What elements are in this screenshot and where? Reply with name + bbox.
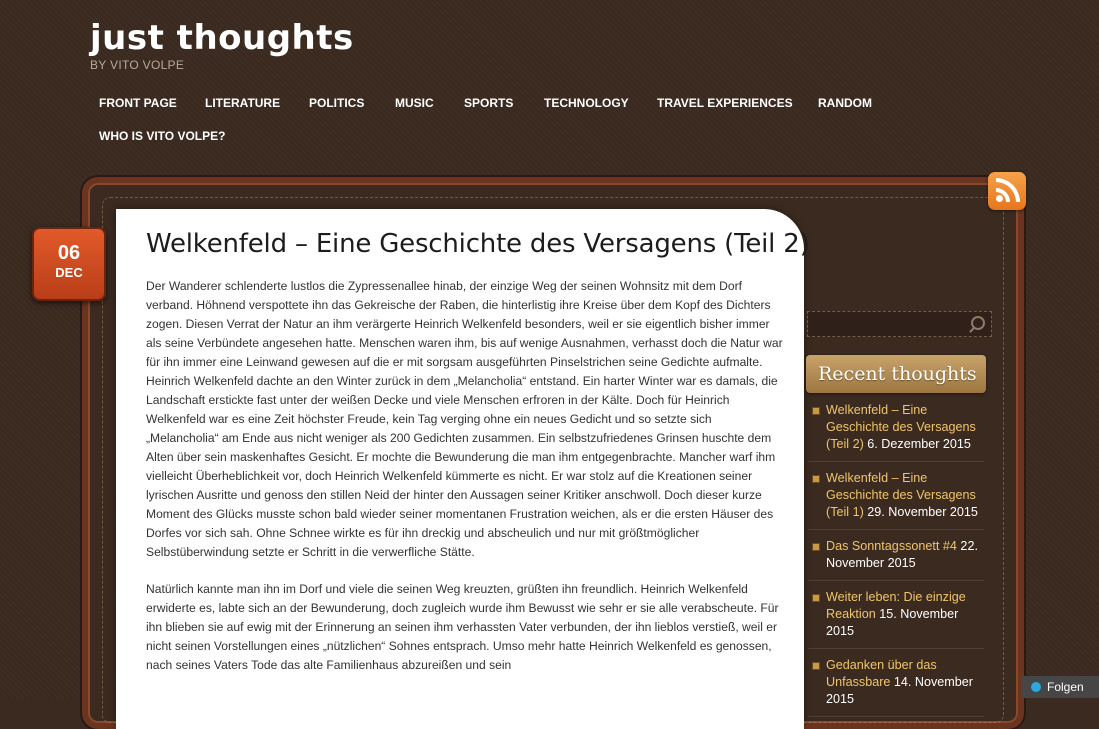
list-item [808, 402, 984, 462]
nav-item-sports[interactable]: SPORTS [464, 96, 514, 110]
bullet-icon [812, 662, 820, 670]
list-item [808, 657, 984, 717]
site-title[interactable]: just thoughts [90, 18, 354, 58]
recent-post-link[interactable]: Welkenfeld – Eine Geschichte des Versagens (Teil 2) [826, 403, 976, 451]
search-input[interactable] [808, 312, 964, 336]
list-item [808, 589, 984, 649]
nav-item-travel-experiences[interactable]: TRAVEL EXPERIENCES [657, 96, 793, 110]
nav-item-literature[interactable]: LITERATURE [205, 96, 281, 110]
recent-post-date: 22. November 2015 [826, 539, 978, 570]
nav-item-random[interactable]: RANDOM [818, 96, 872, 110]
search-box [807, 311, 992, 337]
recent-thoughts-title: Recent thoughts [806, 355, 986, 393]
post-body [146, 277, 786, 693]
post-title[interactable]: Welkenfeld – Eine Geschichte des Versagens (Teil 2) [146, 229, 810, 259]
follow-label: Folgen [1047, 680, 1084, 694]
site-subtitle: BY VITO VOLPE [90, 58, 185, 72]
recent-thoughts-list [808, 402, 984, 725]
post-date-badge [32, 227, 106, 301]
post-content [116, 209, 810, 729]
post-date-month: DEC [55, 265, 83, 280]
list-item [808, 538, 984, 581]
follow-button[interactable] [1021, 676, 1099, 698]
post-date-day: 06 [57, 242, 81, 264]
list-item [808, 470, 984, 530]
recent-post-date: 29. November 2015 [863, 505, 978, 519]
bullet-icon [812, 594, 820, 602]
post-paragraph: Natürlich kannte man ihn im Dorf und viele die seinen Weg kreuzten, grüßten ihn freundlich. Heinrich Welkenfeld erwiderte es, labte sich an der Bewunderung, doch zugleich wurde ihm Bewusst wie sehr er sie alle verabscheute. Für ihn blieben sie auf ewig mit der Erinnerung an seinen ihm verhassten Vater verbunden, der ihn lieblos verstieß, weil er nicht seinen Vorstellungen eines „nützlichen“ Sohnes entsprach. Umso mehr hatte Heinrich Welkenfeld es genossen, nach seines Vaters Tode das alte Familienhaus abzureißen und sein [146, 582, 779, 672]
recent-post-date: 15. November 2015 [826, 607, 959, 638]
bullet-icon [812, 543, 820, 551]
rss-icon[interactable] [988, 172, 1026, 210]
nav-item-technology[interactable]: TECHNOLOGY [544, 96, 629, 110]
bullet-icon [812, 407, 820, 415]
recent-post-date: 6. Dezember 2015 [863, 437, 971, 451]
bullet-icon [812, 475, 820, 483]
recent-post-date: 14. November 2015 [826, 675, 974, 706]
follow-plus-icon [1031, 682, 1041, 692]
nav-item-front-page[interactable]: FRONT PAGE [99, 96, 177, 110]
recent-post-link[interactable]: Weiter leben: Die einzige Reaktion [826, 590, 966, 621]
nav-item-who-is-vito-volpe[interactable]: WHO IS VITO VOLPE? [99, 129, 226, 143]
recent-post-link[interactable]: Welkenfeld – Eine Geschichte des Versagens (Teil 1) [826, 471, 976, 519]
post-paragraph: Der Wanderer schlenderte lustlos die Zypressenallee hinab, der einzige Weg der seinen Wohnsitz mit dem Dorf verband. Höhnend verspottete ihn das Gekreische der Raben, die hinterlistig ihre Kreise über dem Kopf des Dichters zogen. Diesen Verrat der Natur an ihm verärgerte Heinrich Welkenfeld besonders, weil er sie eigentlich bisher immer als seine Verbündete angesehen hatte. Menschen waren ihm, bis auf wenige Ausnahmen, verhasst doch die Natur war für ihn immer eine Leinwand gewesen auf die er mit sorgsam ausgeführten Pinselstrichen seine Gedichte aufmalte. Heinrich Welkenfeld dachte an den Winter zurück in dem „Melancholia“ entstand. Ein harter Winter war es damals, die Landschaft erstickte fast unter der weißen Decke und viele Menschen erfroren in der Kälte. Doch für Heinrich Welkenfeld war es eine Zeit höchster Freude, kein Tag verging ohne ein neues Gedicht und so setzte sich „Melancholia“ am Ende aus nicht weniger als 200 Gedichten zusammen. Ein selbstzufriedenes Grinsen huschte dem Alten über sein maskenhaftes Gesicht. Er mochte die Bewunderung die man ihm entgegenbrachte. Mancher warf ihm vielleicht Überheblichkeit vor, doch Heinrich Welkenfeld kümmerte es nicht. Er war stolz auf die Kreationen seiner lyrischen Ausritte und genoss den stillen Neid der hinter den Aussagen seiner Kritiker anschwoll. Doch dieser kurze Moment des Glücks musste schon bald wieder seiner momentanen Frustration weichen, als er die ersten Häuser des Dorfes vor sich sah. Ohne Schnee wirkte es für ihn dreckig und abscheulich und nur mit größtmöglicher Selbstüberwindung setzte er Schritt in die verwerfliche Stätte. [146, 279, 783, 559]
nav-item-politics[interactable]: POLITICS [309, 96, 365, 110]
search-icon[interactable] [971, 316, 985, 330]
nav-item-music[interactable]: MUSIC [395, 96, 434, 110]
recent-post-link[interactable]: Das Sonntagssonett #4 [826, 539, 957, 553]
recent-post-link[interactable]: Gedanken über das Unfassbare [826, 658, 937, 689]
